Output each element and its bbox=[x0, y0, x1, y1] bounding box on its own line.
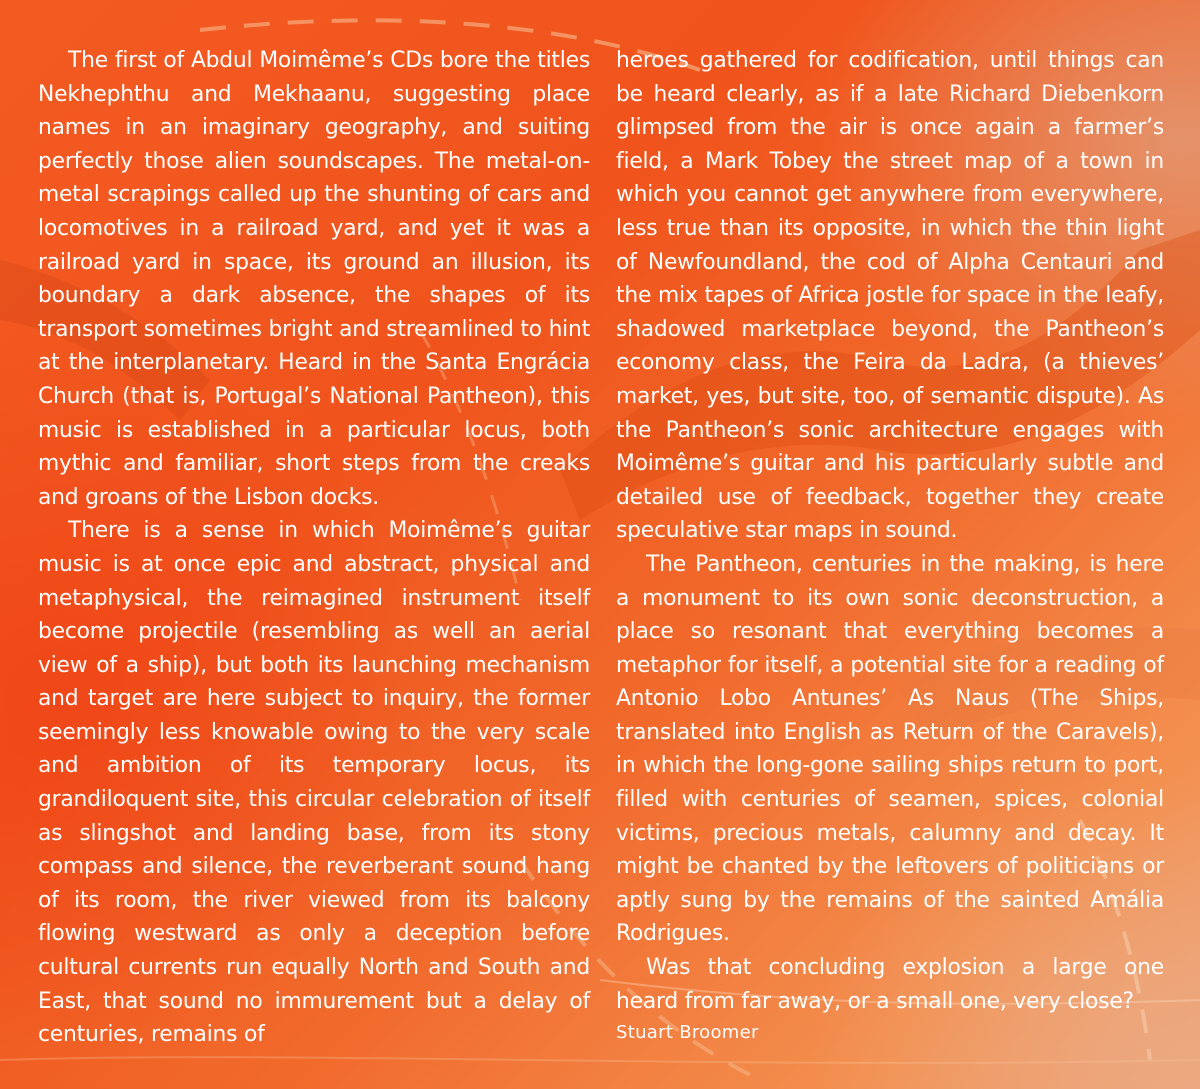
right-text-column bbox=[616, 44, 1164, 1046]
paragraph-4: Was that concluding explosion a large one heard from far away, or a small one, very close? bbox=[616, 955, 1164, 1014]
left-text-column bbox=[38, 44, 590, 1052]
author-signature: Stuart Broomer bbox=[616, 1022, 759, 1044]
paragraph-2-continued: heroes gathered for codification, until things can be heard clearly, as if a late Richard Diebenkorn glimpsed from the air is once again a farmer’s field, a Mark Tobey the street map of a town in which you cannot get anywhere from everywhere, less true than its opposite, in which the thin light of Newfoundland, the cod of Alpha Centauri and the mix tapes of Africa jostle for space in the leafy, shadowed marketplace beyond, the Pantheon’s economy class, the Feira da Ladra, (a thieves’ market, yes, but site, too, of semantic dispute). As the Pantheon’s sonic architecture engages with Moimême’s guitar and his particularly subtle and detailed use of feedback, together they create speculative star maps in sound. bbox=[616, 48, 1164, 544]
paragraph-2: There is a sense in which Moimême’s guitar music is at once epic and abstract, physical and metaphysical, the reimagined instrument itself become projectile (resembling as well an aerial view of a ship), but both its launching mechanism and target are here subject to inquiry, the former seemingly less knowable owing to the very scale and ambition of its temporary locus, its grandiloquent site, this circular celebration of itself as slingshot and landing base, from its stony compass and silence, the reverberant sound hang of its room, the river viewed from its balcony flowing westward as only a deception before cultural currents run equally North and South and East, that sound no immurement but a delay of centuries, remains of bbox=[38, 518, 590, 1048]
paragraph-3: The Pantheon, centuries in the making, is here a monument to its own sonic deconstruction, a place so resonant that everything becomes a metaphor for itself, a potential site for a reading of Antonio Lobo Antunes’ As Naus (The Ships, translated into English as Return of the Caravels), in which the long-gone sailing ships return to port, filled with centuries of seamen, spices, colonial victims, precious metals, calumny and decay. It might be chanted by the leftovers of politicians or aptly sung by the remains of the sainted Amália Rodrigues. bbox=[616, 551, 1164, 947]
paragraph-1: The first of Abdul Moimême’s CDs bore the titles Nekhephthu and Mekhaanu, suggesting place names in an imaginary geography, and suiting perfectly those alien soundscapes. The metal-on-metal scrapings called up the shunting of cars and locomotives in a railroad yard, and yet it was a railroad yard in space, its ground an illusion, its boundary a dark absence, the shapes of its transport sometimes bright and streamlined to hint at the interplanetary. Heard in the Santa Engrácia Church (that is, Portugal’s National Pantheon), this music is established in a particular locus, both mythic and familiar, short steps from the creaks and groans of the Lisbon docks. bbox=[38, 48, 590, 510]
